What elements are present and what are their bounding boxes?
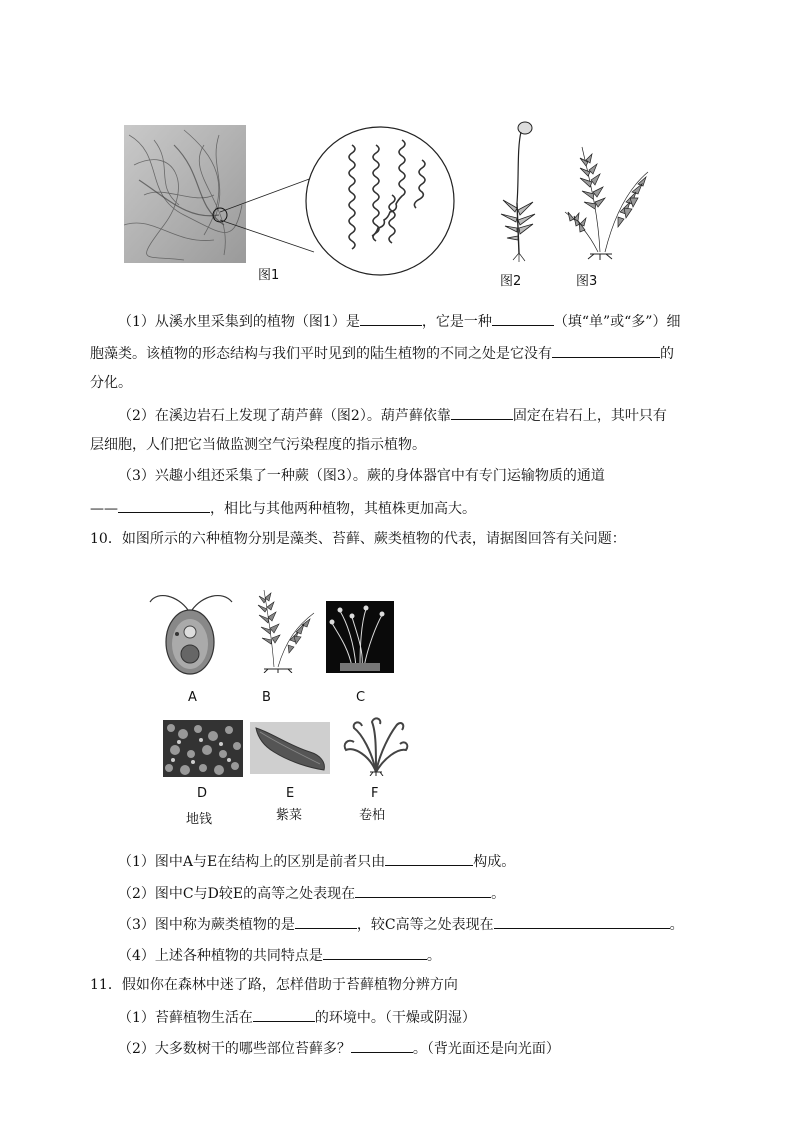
q10-sub1: （1）图中A与E在结构上的区别是前者只由 构成。	[118, 850, 515, 872]
answer-blank[interactable]	[351, 1037, 413, 1053]
plant-b-fern	[246, 585, 316, 673]
plant-label-e: E	[286, 786, 295, 801]
plant-label-a: A	[188, 690, 197, 705]
answer-blank[interactable]	[295, 913, 357, 929]
plant-e-porphyra-photo	[250, 722, 330, 774]
answer-blank[interactable]	[492, 310, 554, 326]
plant-label-c: C	[356, 690, 366, 705]
answer-blank[interactable]	[451, 404, 513, 420]
q9-part2-line1: （2）在溪边岩石上发现了葫芦藓（图2）。葫芦藓依靠 固定在岩石上，其叶只有	[118, 404, 667, 426]
answer-blank[interactable]	[552, 342, 660, 358]
figure-2-moss	[495, 118, 545, 263]
q10-sub3: （3）图中称为蕨类植物的是 ，较C高等之处表现在 。	[118, 913, 684, 935]
q9-part3-line2: —— ，相比与其他两种植物，其植株更加高大。	[90, 497, 476, 519]
plant-d-liverwort-photo	[163, 720, 243, 777]
q10-stem: 10．如图所示的六种植物分别是藻类、苔藓、蕨类植物的代表，请据图回答有关问题：	[90, 531, 626, 547]
figure-1-caption: 图1	[258, 268, 280, 283]
answer-blank[interactable]	[355, 882, 491, 898]
q11-sub1: （1）苔藓植物生活在 的环境中。（干燥或阴湿）	[118, 1006, 476, 1028]
plant-label-f: F	[371, 786, 379, 801]
q11-sub2: （2）大多数树干的哪些部位苔藓多？ 。（背光面还是向光面）	[118, 1037, 560, 1059]
plant-a-chlamydomonas	[148, 588, 234, 678]
q10-sub2: （2）图中C与D较E的高等之处表现在 。	[118, 882, 505, 904]
plant-name-f: 卷柏	[359, 808, 386, 823]
figure-2-caption: 图2	[500, 274, 522, 289]
q9-part1-line2: 胞藻类。该植物的形态结构与我们平时见到的陆生植物的不同之处是它没有 的	[90, 342, 674, 364]
answer-blank[interactable]	[385, 850, 473, 866]
plant-f-selaginella	[340, 716, 412, 776]
q9-part1-line3: 分化。	[90, 375, 132, 391]
figure-3-caption: 图3	[576, 274, 598, 289]
figure-1-magnified-circle	[304, 125, 456, 277]
plant-c-moss-photo	[326, 601, 394, 673]
answer-blank[interactable]	[360, 310, 422, 326]
q10-sub4: （4）上述各种植物的共同特点是 。	[118, 944, 441, 966]
plant-label-b: B	[262, 690, 271, 705]
plant-label-d: D	[197, 786, 208, 801]
figure-3-fern	[560, 142, 650, 260]
answer-blank[interactable]	[118, 497, 210, 513]
answer-blank[interactable]	[323, 944, 427, 960]
q11-stem: 11．假如你在森林中迷了路，怎样借助于苔藓植物分辨方向	[90, 977, 458, 993]
q9-part1-line1: （1）从溪水里采集到的植物（图1）是 ，它是一种 （填“单”或“多”）细	[118, 310, 680, 332]
plant-name-d: 地钱	[186, 812, 213, 827]
q9-part3-line1: （3）兴趣小组还采集了一种蕨（图3）。蕨的身体器官中有专门运输物质的通道	[118, 468, 605, 484]
q9-part2-line2: 层细胞，人们把它当做监测空气污染程度的指示植物。	[90, 437, 426, 453]
answer-blank[interactable]	[494, 913, 670, 929]
answer-blank[interactable]	[253, 1006, 315, 1022]
plant-name-e: 紫菜	[276, 808, 303, 823]
